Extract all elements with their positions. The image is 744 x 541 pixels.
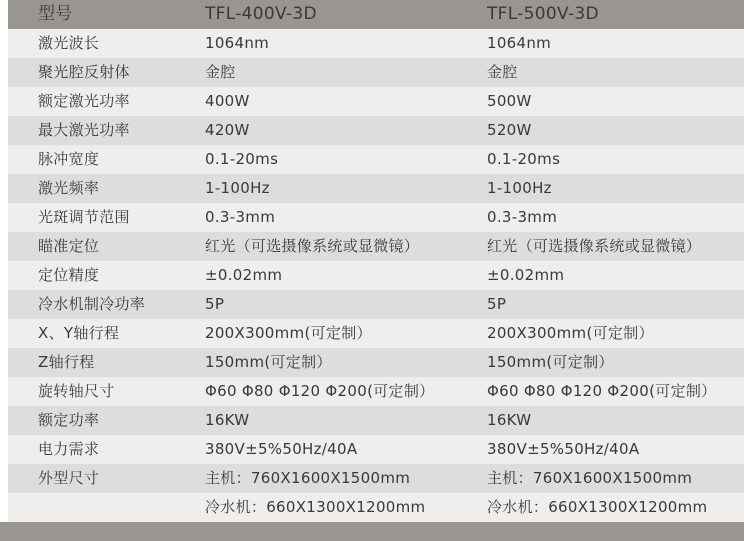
spec-value-col1: 红光（可选摄像系统或显微镜） [205,237,420,255]
spec-value-col1: 主机：760X1600X1500mm [205,469,411,487]
header-model-col1: TFL-400V-3D [205,4,317,24]
spec-value-col2: 200X300mm(可定制） [487,324,654,342]
table-header-row [8,0,744,29]
spec-value-col2: 380V±5%50Hz/40A [487,440,640,458]
spec-value-col1: 1064nm [205,34,270,52]
spec-value-col2: 150mm(可定制） [487,353,614,371]
header-label-model: 型号 [38,4,73,24]
spec-label: 瞄准定位 [38,237,100,255]
spec-value-col2: 16KW [487,411,532,429]
table-row [8,464,744,493]
spec-label: 外型尺寸 [38,469,100,487]
spec-value-col2: 红光（可选摄像系统或显微镜） [487,237,702,255]
spec-value-col1: Φ60 Φ80 Φ120 Φ200(可定制） [205,382,435,400]
spec-label: X、Y轴行程 [38,324,120,342]
spec-value-col2: 主机：760X1600X1500mm [487,469,693,487]
spec-label: 聚光腔反射体 [38,63,130,81]
spec-value-col1: 150mm(可定制） [205,353,332,371]
spec-value-col1: 金腔 [205,63,236,81]
spec-label: 最大激光功率 [38,121,130,139]
table-row [8,435,744,464]
spec-value-col2: 500W [487,92,532,110]
spec-value-col2: 1-100Hz [487,179,552,197]
spec-value-col2: 0.1-20ms [487,150,561,168]
spec-value-col1: 5P [205,295,225,313]
table-row [8,58,744,87]
spec-value-col1: 420W [205,121,250,139]
table-row [8,261,744,290]
table-row [8,290,744,319]
spec-value-col2: ±0.02mm [487,266,565,284]
table-row [8,406,744,435]
spec-value-col2: 1064nm [487,34,552,52]
spec-value-col2: 5P [487,295,507,313]
table-body [0,29,744,522]
spec-label: 脉冲宽度 [38,150,100,168]
spec-value-col1: 1-100Hz [205,179,270,197]
spec-value-col1: 16KW [205,411,250,429]
table-row [8,29,744,58]
spec-label: 旋转轴尺寸 [38,382,115,400]
spec-value-col1: ±0.02mm [205,266,283,284]
table-row [8,203,744,232]
spec-label: 激光频率 [38,179,100,197]
spec-label: 激光波长 [38,34,100,52]
spec-value-col1: 0.1-20ms [205,150,279,168]
table-row [8,493,744,522]
table-row [8,116,744,145]
spec-label: 光斑调节范围 [38,208,130,226]
table-row [8,319,744,348]
spec-label: 电力需求 [38,440,100,458]
table-row [8,232,744,261]
spec-value-col2: 520W [487,121,532,139]
spec-value-col2: 0.3-3mm [487,208,558,226]
spec-value-col2: 金腔 [487,63,518,81]
spec-value-col1: 0.3-3mm [205,208,276,226]
table-row [8,377,744,406]
spec-label: 定位精度 [38,266,100,284]
spec-label: 冷水机制冷功率 [38,295,146,313]
table-row [8,174,744,203]
spec-value-col1: 200X300mm(可定制） [205,324,372,342]
table-row [8,348,744,377]
table-row [8,87,744,116]
table-row [8,145,744,174]
spec-value-col1: 400W [205,92,250,110]
spec-label: Z轴行程 [38,353,95,371]
spec-value-col1: 380V±5%50Hz/40A [205,440,358,458]
spec-label: 额定激光功率 [38,92,130,110]
header-model-col2: TFL-500V-3D [487,4,599,24]
footer-bar [0,522,744,541]
spec-value-col2: Φ60 Φ80 Φ120 Φ200(可定制） [487,382,717,400]
spec-value-col2: 冷水机：660X1300X1200mm [487,498,708,516]
spec-value-col1: 冷水机：660X1300X1200mm [205,498,426,516]
spec-label: 额定功率 [38,411,100,429]
